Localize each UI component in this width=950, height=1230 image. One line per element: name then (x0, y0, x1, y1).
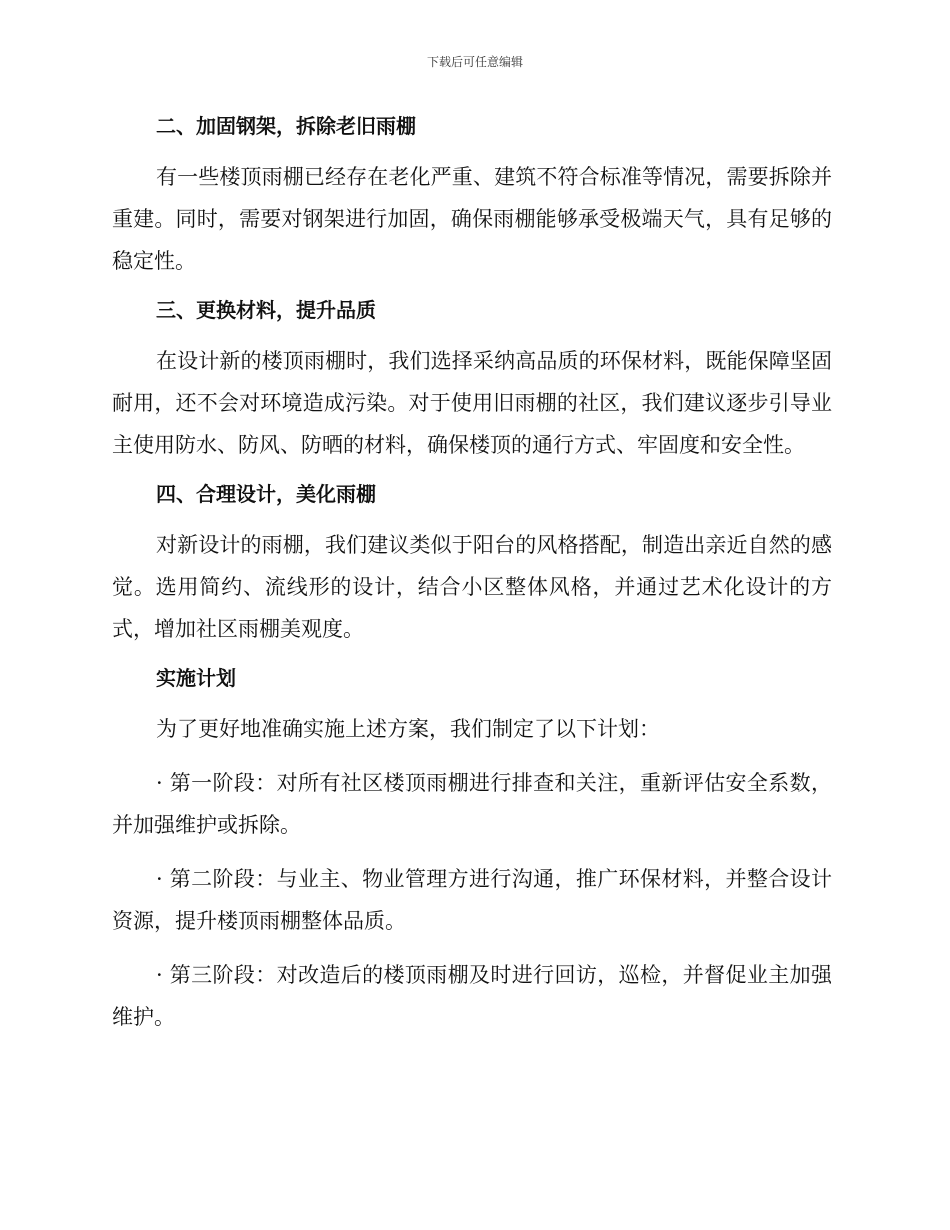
plan-heading: 实施计划 (156, 666, 236, 690)
section-design (112, 478, 832, 650)
header-note: 下载后可任意编辑 (426, 55, 523, 69)
section-plan (112, 662, 832, 1038)
section-heading: 四、合理设计，美化雨棚 (156, 482, 376, 506)
section-materials (112, 294, 832, 466)
plan-item-phase-2: · 第二阶段：与业主、物业管理方进行沟通，推广环保材料，并整合设计资源，提升楼顶雨棚整体品质。 (112, 867, 832, 933)
plan-intro: 为了更好地准确实施上述方案，我们制定了以下计划： (156, 717, 660, 741)
plan-item-phase-3: · 第三阶段：对改造后的楼顶雨棚及时进行回访，巡检，并督促业主加强维护。 (112, 963, 832, 1029)
plan-item-phase-1: · 第一阶段：对所有社区楼顶雨棚进行排查和关注，重新评估安全系数，并加强维护或拆除。 (112, 771, 832, 837)
document-body (112, 110, 832, 1050)
section-paragraph: 对新设计的雨棚，我们建议类似于阳台的风格搭配，制造出亲近自然的感觉。选用简约、流线形的设计，结合小区整体风格，并通过艺术化设计的方式，增加社区雨棚美观度。 (112, 533, 832, 641)
section-paragraph: 有一些楼顶雨棚已经存在老化严重、建筑不符合标准等情况，需要拆除并重建。同时，需要对钢架进行加固，确保雨棚能够承受极端天气，具有足够的稳定性。 (112, 165, 832, 273)
section-paragraph: 在设计新的楼顶雨棚时，我们选择采纳高品质的环保材料，既能保障坚固耐用，还不会对环境造成污染。对于使用旧雨棚的社区，我们建议逐步引导业主使用防水、防风、防晒的材料，确保楼顶的通行方式、牢固度和安全性。 (112, 349, 832, 457)
section-reinforce (112, 110, 832, 282)
section-heading: 三、更换材料，提升品质 (156, 298, 376, 322)
section-heading: 二、加固钢架，拆除老旧雨棚 (156, 114, 416, 138)
